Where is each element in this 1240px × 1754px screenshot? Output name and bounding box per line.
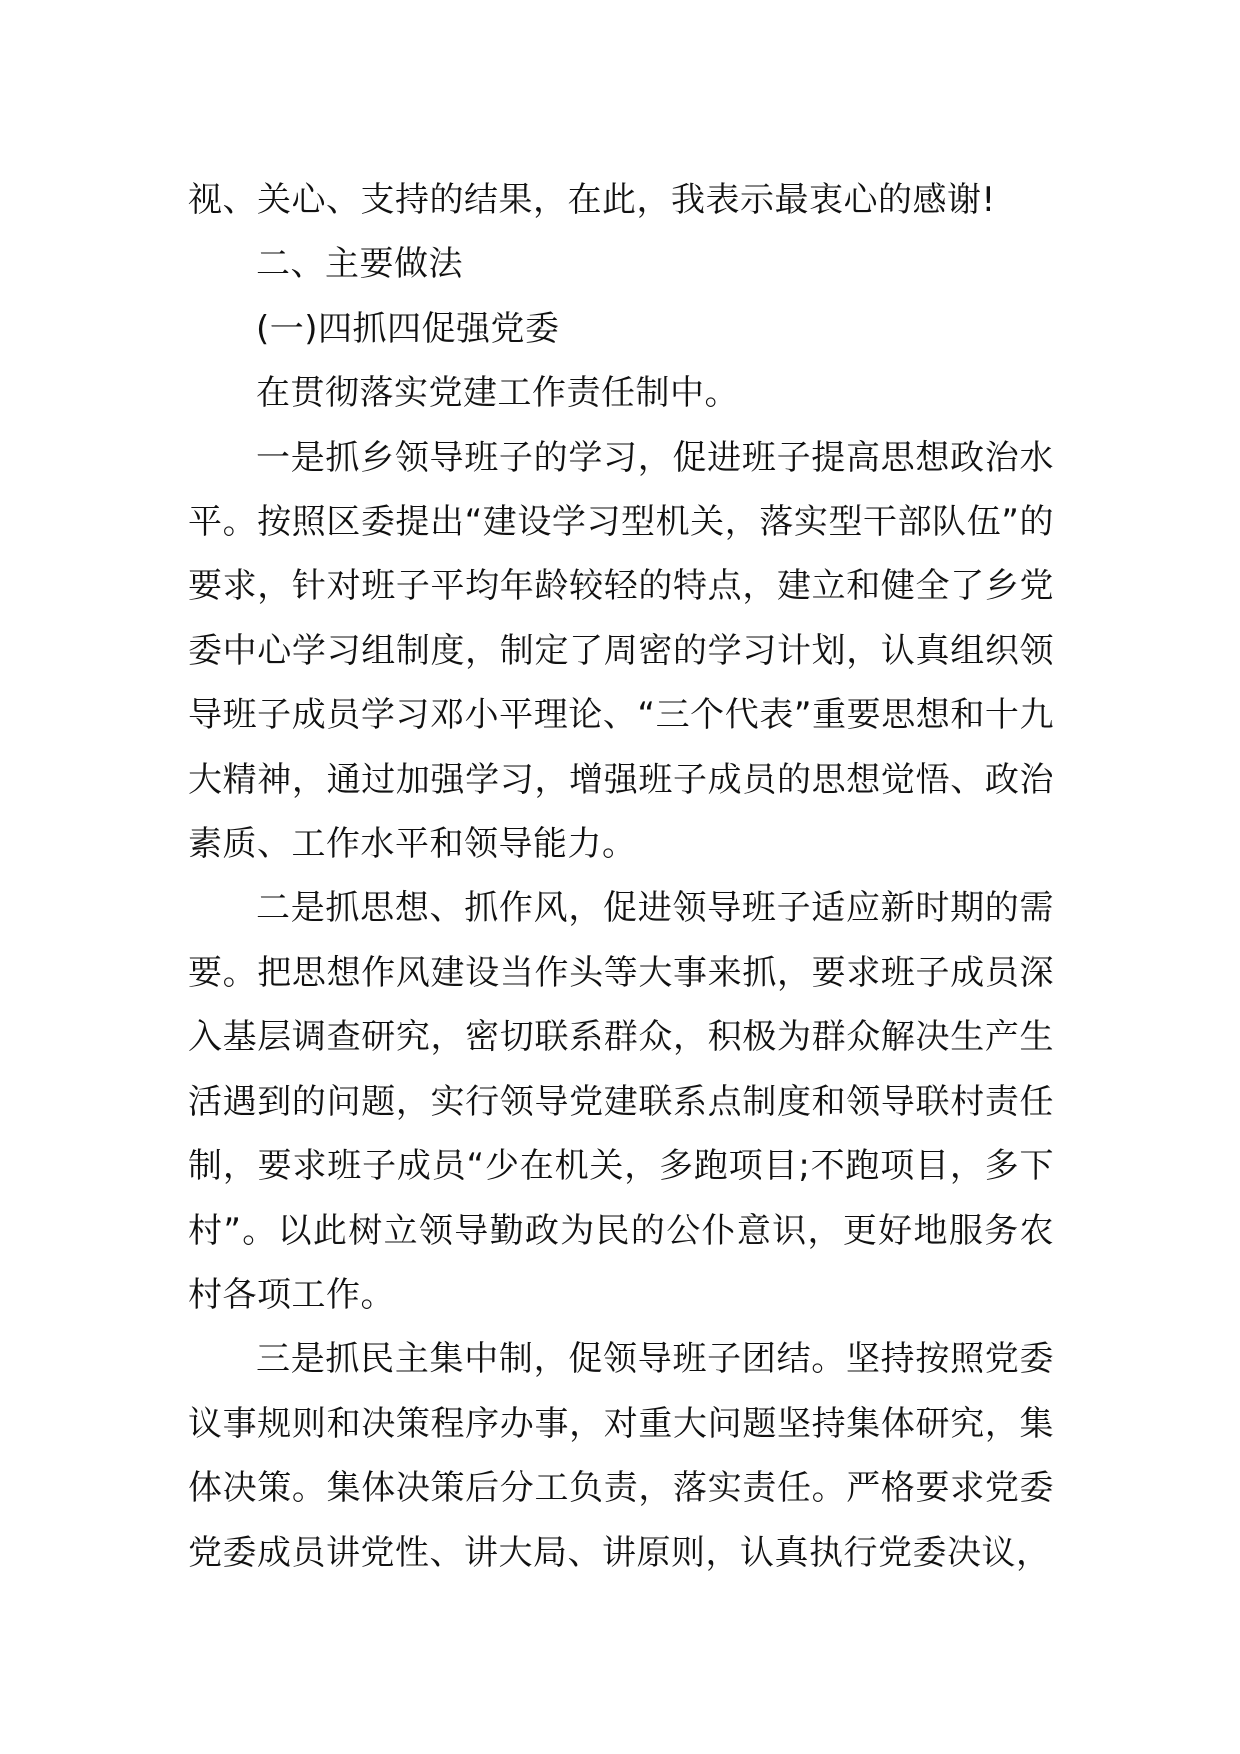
paragraph-point-one: 一是抓乡领导班子的学习，促进班子提高思想政治水平。按照区委提出“建设学习型机关，落实型干部队伍”的要求，针对班子平均年龄较轻的特点，建立和健全了乡党委中心学习组制度，制定了周密的学习计划，认真组织领导班子成员学习邓小平理论、“三个代表”重要思想和十九大精神，通过加强学习，增强班子成员的思想觉悟、政治素质、工作水平和领导能力。 bbox=[188, 437, 1054, 865]
subsection-heading: (一)四抓四促强党委 bbox=[256, 308, 560, 349]
section-heading-main-practices: 二、主要做法 bbox=[256, 244, 463, 285]
paragraph-point-two: 二是抓思想、抓作风，促进领导班子适应新时期的需要。把思想作风建设当作头等大事来抓，要求班子成员深入基层调查研究，密切联系群众，积极为群众解决生产生活遇到的问题，实行领导党建联系点制度和领导联村责任制，要求班子成员“少在机关，多跑项目;不跑项目，多下村”。以此树立领导勤政为民的公仆意识，更好地服务农村各项工作。 bbox=[188, 888, 1054, 1315]
document-body bbox=[188, 168, 1054, 1585]
paragraph-continuation: 视、关心、支持的结果，在此，我表示最衷心的感谢! bbox=[188, 180, 996, 220]
paragraph-point-three: 三是抓民主集中制，促领导班子团结。坚持按照党委议事规则和决策程序办事，对重大问题坚持集体研究，集体决策。集体决策后分工负责，落实责任。严格要求党委党委成员讲党性、讲大局、讲原则，认真执行党委决议， bbox=[188, 1339, 1054, 1573]
paragraph-intro: 在贯彻落实党建工作责任制中。 bbox=[256, 373, 739, 414]
